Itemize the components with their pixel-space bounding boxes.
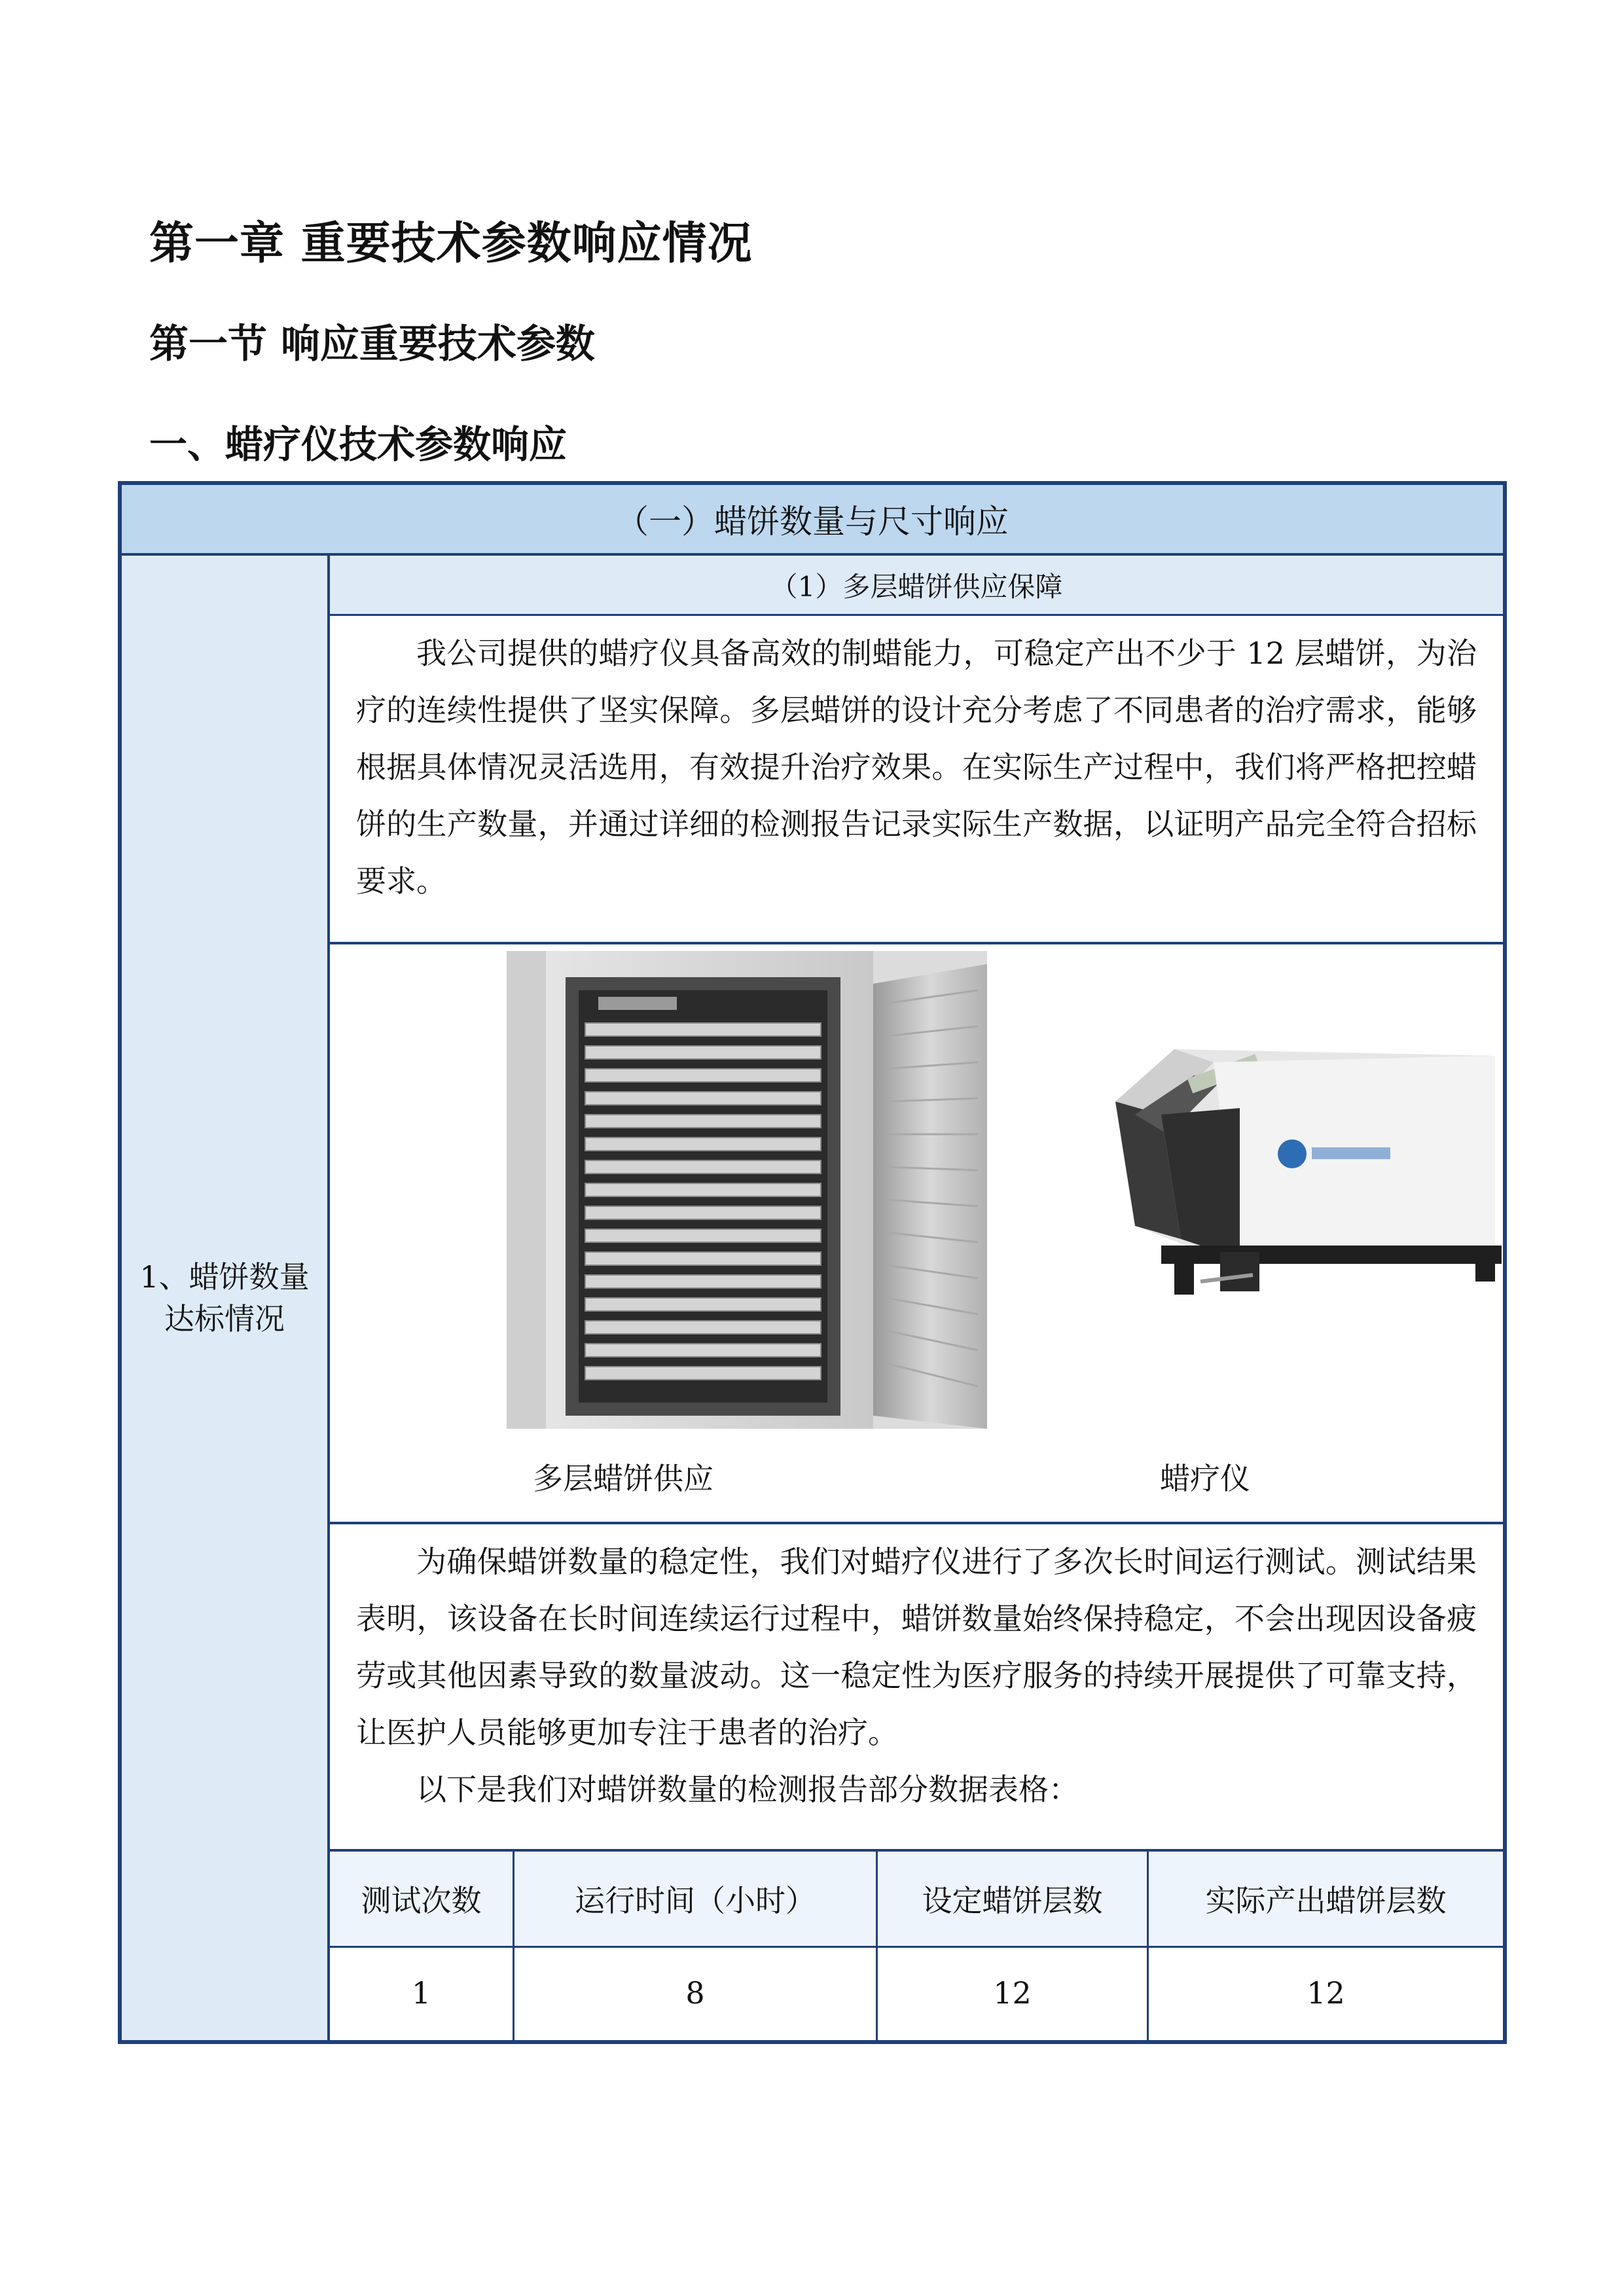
row-label: 1、蜡饼数量达标情况 (122, 556, 330, 2040)
sub-header: （1）多层蜡饼供应保障 (330, 556, 1503, 616)
table-cell: 12 (878, 1946, 1149, 2040)
response-table (118, 481, 1507, 2044)
paragraph-stability (330, 1524, 1503, 1852)
image-row (330, 944, 1503, 1524)
wax-cabinet-photo (507, 951, 987, 1429)
paragraph-text: 我公司提供的蜡疗仪具备高效的制蜡能力，可稳定产出不少于 12 层蜡饼，为治疗的连续性提供了坚实保障。多层蜡饼的设计充分考虑了不同患者的治疗需求，能够根据具体情况灵活选用，有效提升治疗效果。在实际生产过程中，我们将严格把控蜡饼的生产数量，并通过详细的检测报告记录实际生产数据，以证明产品完全符合招标要求。 (356, 636, 1477, 899)
table-row (330, 1946, 1503, 2040)
col-header: 设定蜡饼层数 (878, 1852, 1149, 1946)
table-header: （一）蜡饼数量与尺寸响应 (122, 485, 1503, 556)
left-image-caption: 多层蜡饼供应 (533, 1461, 713, 1496)
table-header-row (330, 1852, 1503, 1948)
paragraph-capacity (330, 616, 1503, 944)
wax-therapy-device-photo (1089, 1030, 1547, 1318)
section-title: 第一节 响应重要技术参数 (149, 321, 595, 367)
paragraph-text: 为确保蜡饼数量的稳定性，我们对蜡疗仪进行了多次长时间运行测试。测试结果表明，该设备在长时间连续运行过程中，蜡饼数量始终保持稳定，不会出现因设备疲劳或其他因素导致的数量波动。这一稳定性为医疗服务的持续开展提供了可靠支持，让医护人员能够更加专注于患者的治疗。 (356, 1544, 1477, 1750)
col-header: 测试次数 (330, 1852, 514, 1946)
paragraph-table-intro: 以下是我们对蜡饼数量的检测报告部分数据表格： (416, 1772, 1079, 1807)
chapter-title: 第一章 重要技术参数响应情况 (149, 218, 753, 270)
table-cell: 8 (514, 1946, 878, 2040)
right-image-caption: 蜡疗仪 (1160, 1461, 1250, 1496)
subsection-title: 一、蜡疗仪技术参数响应 (149, 422, 568, 467)
col-header: 运行时间（小时） (514, 1852, 878, 1946)
table-cell: 1 (330, 1946, 514, 2040)
table-cell: 12 (1307, 1975, 1345, 2011)
test-data-table (330, 1852, 1503, 2040)
col-header: 实际产出蜡饼层数 (1149, 1852, 1503, 1946)
